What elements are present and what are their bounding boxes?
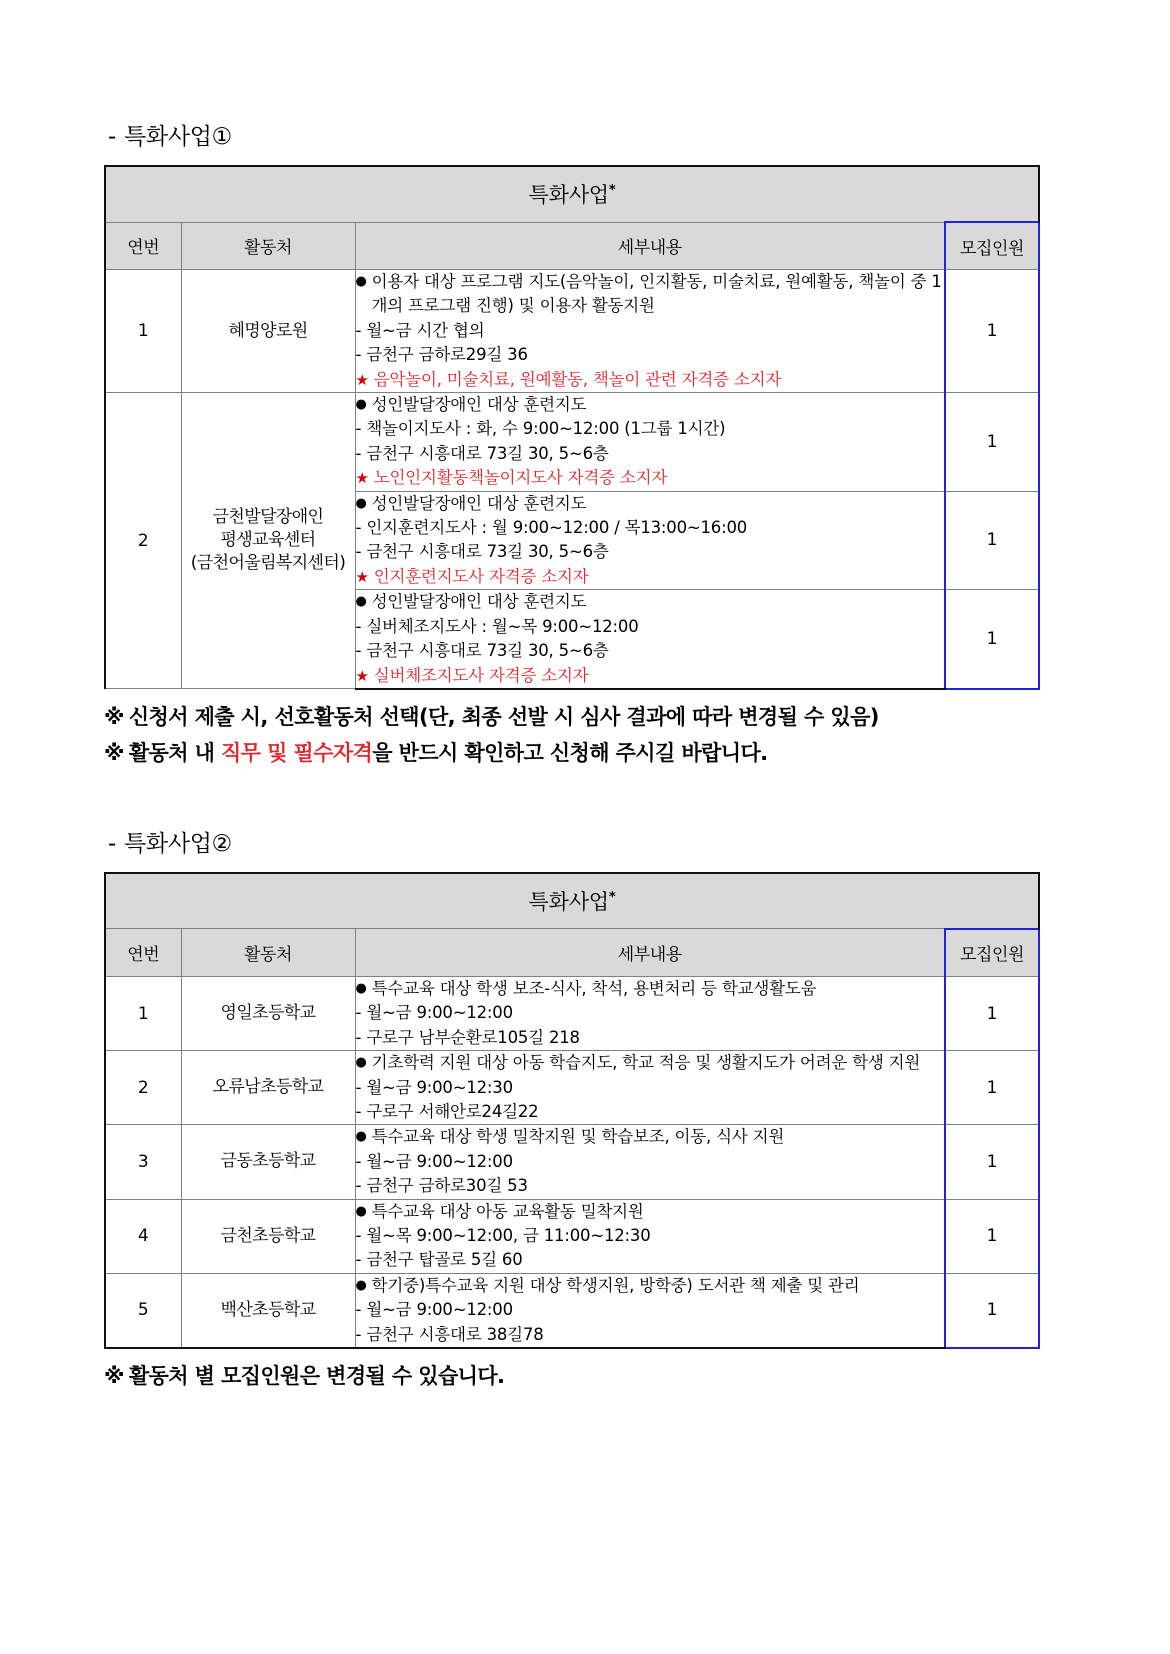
- table-special-project-2: [104, 872, 1040, 1349]
- detail-text: 기초학력 지원 대상 아동 학습지도, 학교 적응 및 생활지도가 어려운 학생 지원: [371, 1053, 921, 1073]
- cell-count: 1: [945, 270, 1039, 393]
- section-title-2: 특화사업②: [124, 830, 232, 857]
- detail-line: - 구로구 남부순환로105길 218: [355, 1027, 580, 1047]
- detail-text: 금천구 시흥대로 73길 30, 5~6층: [366, 542, 609, 562]
- requirement-text: 노인인지활동책놀이지도사 자격증 소지자: [373, 468, 668, 488]
- cell-detail: [355, 491, 945, 590]
- detail-text: 월~목 9:00~12:00, 금 11:00~12:30: [366, 1225, 651, 1245]
- cell-count: 1: [945, 976, 1039, 1050]
- column-header-num: 연번: [105, 222, 181, 270]
- table-row: [105, 270, 1039, 393]
- detail-line: - 실버체조지도사 : 월~목 9:00~12:00: [355, 616, 639, 636]
- note-text: 신청서 제출 시, 선호활동처 선택(단, 최종 선발 시 심사 결과에 따라 변경될 수 있음): [128, 704, 879, 729]
- detail-text: 구로구 남부순환로105길 218: [366, 1027, 580, 1047]
- detail-text: 인지훈련지도사 : 월 9:00~12:00 / 목13:00~16:00: [366, 518, 748, 538]
- cell-detail: [355, 976, 945, 1050]
- detail-line: - 금천구 금하로30길 53: [355, 1176, 528, 1196]
- detail-requirement-line: [356, 466, 945, 490]
- detail-text: 성인발달장애인 대상 훈련지도: [371, 493, 587, 513]
- cell-place: 금천초등학교: [181, 1199, 355, 1273]
- detail-text: 금천구 금하로29길 36: [366, 345, 528, 365]
- bullet-icon: ●: [355, 495, 367, 511]
- column-header-detail: 세부내용: [355, 222, 945, 270]
- table-title-cell: [105, 873, 1039, 929]
- column-header-detail: 세부내용: [355, 929, 945, 977]
- bullet-icon: ●: [355, 274, 367, 289]
- cell-place: 금동초등학교: [181, 1125, 355, 1199]
- cell-count: 1: [945, 1051, 1039, 1125]
- note-mark: ※: [104, 1364, 124, 1388]
- section-spacer: [104, 767, 1066, 825]
- detail-text: 특수교육 대상 학생 보조-식사, 착석, 용변처리 등 학교생활도움: [371, 978, 817, 998]
- column-header-count: 모집인원: [945, 929, 1039, 977]
- bullet-icon: ●: [355, 980, 367, 996]
- cell-num: 2: [105, 393, 181, 689]
- detail-line: - 월~금 시간 협의: [355, 320, 485, 340]
- table-special-project-1: [104, 165, 1040, 690]
- place-line: 평생교육센터: [220, 530, 316, 551]
- cell-count: 1: [945, 1273, 1039, 1348]
- star-icon: ★: [355, 370, 369, 389]
- detail-line: - 월~금 9:00~12:00: [355, 1151, 513, 1171]
- table-title-cell: [105, 166, 1039, 222]
- detail-line: [356, 1125, 945, 1149]
- table-row: [105, 1051, 1039, 1125]
- detail-text: 월~금 9:00~12:30: [366, 1077, 513, 1097]
- table-title-row: [105, 873, 1039, 929]
- cell-count: 1: [945, 590, 1039, 689]
- bullet-icon: ●: [355, 1055, 367, 1071]
- cell-count: 1: [945, 1125, 1039, 1199]
- detail-line: [356, 1200, 945, 1224]
- table-header-row: [105, 929, 1039, 977]
- column-header-place: 활동처: [181, 929, 355, 977]
- detail-text: 실버체조지도사 : 월~목 9:00~12:00: [366, 616, 639, 636]
- cell-num: 1: [105, 976, 181, 1050]
- detail-line: [356, 977, 945, 1001]
- detail-line: - 월~금 9:00~12:30: [355, 1077, 513, 1097]
- cell-place: 백산초등학교: [181, 1273, 355, 1348]
- detail-text: 이용자 대상 프로그램 지도(음악놀이, 인지활동, 미술치료, 원예활동, 책놀이 중 1개의 프로그램 진행) 및 이용자 활동지원: [371, 272, 942, 316]
- cell-num: 5: [105, 1273, 181, 1348]
- cell-detail: [355, 270, 945, 393]
- cell-count: 1: [945, 393, 1039, 492]
- requirement-text: 실버체조지도사 자격증 소지자: [373, 665, 589, 685]
- note-line: [104, 737, 1066, 767]
- bullet-icon: ●: [355, 1203, 367, 1219]
- detail-line: - 금천구 시흥대로 73길 30, 5~6층: [355, 542, 609, 562]
- detail-line: - 금천구 시흥대로 38길78: [355, 1324, 544, 1344]
- detail-requirement-line: [356, 565, 945, 589]
- detail-text: 금천구 시흥대로 73길 30, 5~6층: [366, 443, 609, 463]
- table-title-text: 특화사업: [528, 183, 609, 207]
- table-row: [105, 1199, 1039, 1273]
- cell-num: 3: [105, 1125, 181, 1199]
- section-label-2: [108, 825, 1066, 858]
- notes-block-1: [104, 701, 1066, 767]
- detail-text: 학기중)특수교육 지원 대상 학생지원, 방학중) 도서관 책 제출 및 관리: [371, 1275, 860, 1295]
- detail-line: - 인지훈련지도사 : 월 9:00~12:00 / 목13:00~16:00: [355, 518, 748, 538]
- detail-requirement-line: [356, 664, 945, 688]
- detail-text: 금천구 탑골로 5길 60: [366, 1250, 523, 1270]
- detail-text: 월~금 9:00~12:00: [366, 1003, 513, 1023]
- detail-text: 금천구 시흥대로 38길78: [366, 1324, 544, 1344]
- detail-line: [356, 590, 945, 614]
- cell-detail: [355, 393, 945, 492]
- note-line: [104, 1360, 1066, 1390]
- note-text: 활동처 내: [128, 740, 221, 765]
- note-text: 활동처 별 모집인원은 변경될 수 있습니다.: [128, 1364, 505, 1388]
- table-title-mark: *: [608, 889, 616, 905]
- detail-line: [356, 270, 945, 319]
- bullet-icon: ●: [355, 1277, 367, 1293]
- cell-num: 4: [105, 1199, 181, 1273]
- detail-line: - 월~금 9:00~12:00: [355, 1003, 513, 1023]
- cell-detail: [355, 1125, 945, 1199]
- detail-line: - 구로구 서해안로24길22: [355, 1101, 539, 1121]
- detail-text: 성인발달장애인 대상 훈련지도: [371, 592, 587, 612]
- column-header-num: 연번: [105, 929, 181, 977]
- detail-text: 금천구 금하로30길 53: [366, 1176, 528, 1196]
- detail-text: 월~금 9:00~12:00: [366, 1300, 513, 1320]
- detail-line: - 금천구 금하로29길 36: [355, 345, 528, 365]
- detail-text: 특수교육 대상 학생 밀착지원 및 학습보조, 이동, 식사 지원: [371, 1127, 785, 1147]
- cell-detail: [355, 590, 945, 689]
- section-label-1: [108, 118, 1066, 151]
- requirement-text: 음악놀이, 미술치료, 원예활동, 책놀이 관련 자격증 소지자: [373, 369, 782, 389]
- detail-line: - 월~금 9:00~12:00: [355, 1300, 513, 1320]
- table-row: [105, 393, 1039, 492]
- table-title-mark: *: [608, 183, 616, 198]
- cell-num: 2: [105, 1051, 181, 1125]
- column-header-count: 모집인원: [945, 222, 1039, 270]
- star-icon: ★: [355, 469, 369, 488]
- bullet-icon: ●: [355, 1129, 367, 1145]
- place-line: (금천어울림복지센터): [190, 553, 346, 574]
- detail-text: 구로구 서해안로24길22: [366, 1101, 539, 1121]
- detail-text: 특수교육 대상 아동 교육활동 밀착지원: [371, 1201, 644, 1221]
- cell-place: 오류남초등학교: [181, 1051, 355, 1125]
- detail-line: [356, 492, 945, 516]
- note-mark: ※: [104, 740, 124, 765]
- detail-line: - 금천구 시흥대로 73길 30, 5~6층: [355, 641, 609, 661]
- detail-line: [356, 1051, 945, 1075]
- section-title-1: 특화사업①: [124, 124, 232, 150]
- column-header-place: 활동처: [181, 222, 355, 270]
- table-header-row: [105, 222, 1039, 270]
- table-row: [105, 976, 1039, 1050]
- cell-place: [181, 393, 355, 689]
- cell-num: 1: [105, 270, 181, 393]
- detail-line: - 책놀이지도사 : 화, 수 9:00~12:00 (1그룹 1시간): [355, 419, 726, 439]
- detail-line: - 금천구 탑골로 5길 60: [355, 1250, 523, 1270]
- requirement-text: 인지훈련지도사 자격증 소지자: [373, 566, 589, 586]
- cell-detail: [355, 1199, 945, 1273]
- note-text: 을 반드시 확인하고 신청해 주시길 바랍니다.: [372, 740, 768, 765]
- bullet-icon: ●: [355, 397, 367, 413]
- cell-detail: [355, 1051, 945, 1125]
- bullet-icon: ●: [355, 594, 367, 610]
- detail-text: 책놀이지도사 : 화, 수 9:00~12:00 (1그룹 1시간): [366, 419, 726, 439]
- table-row: [105, 1125, 1039, 1199]
- note-mark: ※: [104, 704, 124, 729]
- detail-line: [356, 393, 945, 417]
- table-row: [105, 1273, 1039, 1348]
- notes-block-2: [104, 1360, 1066, 1386]
- section-dash-1: -: [108, 124, 116, 150]
- note-line: [104, 701, 1066, 731]
- table-title-text: 특화사업: [528, 889, 609, 914]
- cell-count: 1: [945, 491, 1039, 590]
- detail-text: 금천구 시흥대로 73길 30, 5~6층: [366, 641, 609, 661]
- table-title-row: [105, 166, 1039, 222]
- place-line: 금천발달장애인: [212, 507, 324, 528]
- detail-text: 월~금 9:00~12:00: [366, 1151, 513, 1171]
- cell-place: 영일초등학교: [181, 976, 355, 1050]
- cell-place: 혜명양로원: [181, 270, 355, 393]
- detail-requirement-line: [356, 368, 945, 392]
- star-icon: ★: [355, 666, 369, 685]
- detail-line: - 금천구 시흥대로 73길 30, 5~6층: [355, 443, 609, 463]
- detail-text: 성인발달장애인 대상 훈련지도: [371, 395, 587, 415]
- detail-text: 월~금 시간 협의: [366, 320, 485, 340]
- section-dash-2: -: [108, 830, 116, 857]
- detail-line: [356, 1274, 945, 1298]
- cell-detail: [355, 1273, 945, 1348]
- note-highlight: 직무 및 필수자격: [221, 740, 373, 765]
- cell-count: 1: [945, 1199, 1039, 1273]
- star-icon: ★: [355, 567, 369, 586]
- detail-line: - 월~목 9:00~12:00, 금 11:00~12:30: [355, 1225, 651, 1245]
